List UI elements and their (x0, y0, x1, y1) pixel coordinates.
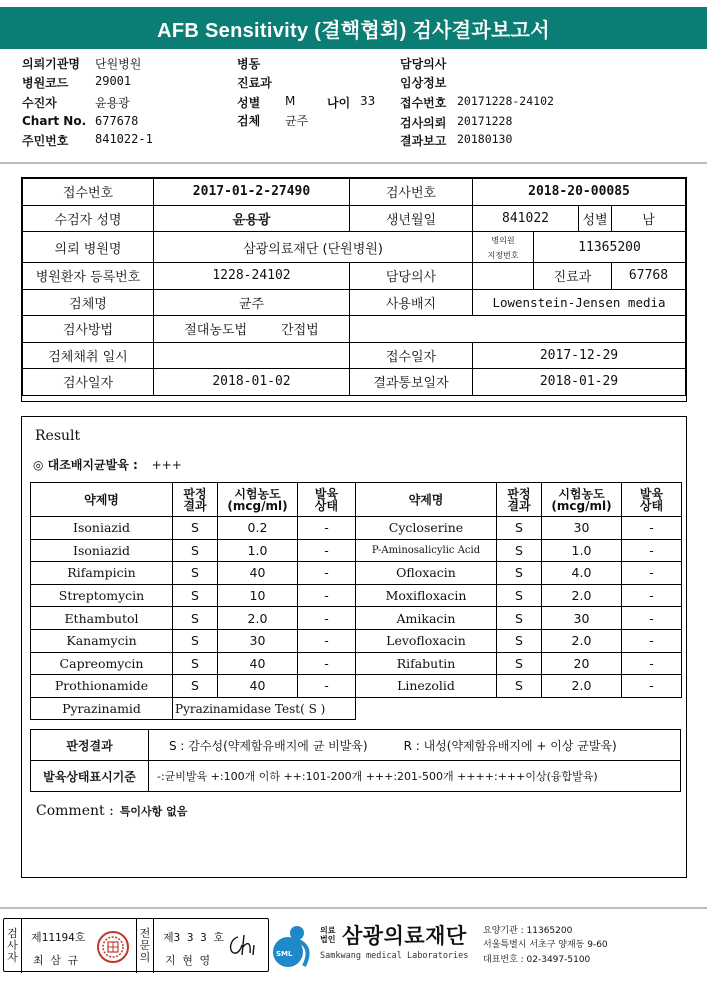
info-label: 생년월일 (350, 205, 473, 232)
drug-table (30, 482, 682, 720)
organization-block (270, 915, 707, 975)
table-cell: S (173, 652, 218, 675)
medium-value: Lowenstein-Jensen media (473, 289, 686, 316)
header-value: 균주 (285, 114, 309, 128)
table-cell: - (622, 539, 682, 562)
hosp-no-label-1: 병의원 (491, 236, 515, 245)
header-label: 병동 (237, 57, 261, 71)
info-label: 검체명 (23, 289, 154, 316)
table-cell: S (173, 517, 218, 540)
info-label: 의뢰 병원명 (23, 232, 154, 263)
table-cell: S (173, 584, 218, 607)
info-label (473, 232, 534, 263)
info-label: 검사번호 (350, 179, 473, 206)
header-label: 임상정보 (400, 76, 447, 90)
receipt-date: 2017-12-29 (473, 342, 686, 369)
table-cell: S (497, 584, 542, 607)
col-judge (173, 483, 218, 517)
table-cell: Levofloxacin (356, 629, 497, 652)
table-cell: S (497, 607, 542, 630)
text-label: 결과 (183, 498, 207, 513)
table-row (31, 539, 682, 562)
text-label: 발육 (314, 486, 339, 501)
method-absolute: 절대농도법 (184, 323, 248, 339)
info-label: 접수일자 (350, 342, 473, 369)
method-indirect: 간접법 (281, 323, 319, 339)
comment-text: 특이사항 없음 (119, 805, 188, 818)
table-row (31, 761, 681, 792)
table-cell: 1.0 (542, 539, 622, 562)
org-code: 요양기관 : 11365200 (483, 926, 573, 936)
table-cell: - (298, 584, 356, 607)
table-cell: S (497, 539, 542, 562)
report-title: AFB Sensitivity (결핵협회) 검사결과보고서 (0, 7, 707, 49)
table-cell: - (298, 562, 356, 585)
text-label: R : 내성(약제함유배지에 + 이상 균발육) (403, 738, 617, 753)
info-label: 병원환자 등록번호 (23, 263, 154, 290)
sml-logo-icon (270, 920, 320, 972)
pza-result: Pyrazinamidase Test( S ) (173, 697, 356, 720)
test-date: 2018-01-02 (154, 369, 350, 396)
header-value: 841022-1 (95, 132, 153, 146)
logo-text: SML (276, 950, 293, 958)
table-cell: 0.2 (218, 517, 298, 540)
table-cell: 40 (218, 675, 298, 698)
tester-license: 제11194호 (31, 931, 86, 944)
table-cell: Linezolid (356, 675, 497, 698)
table-cell: 4.0 (542, 562, 622, 585)
table-row (31, 652, 682, 675)
info-label: 검사방법 (23, 316, 154, 343)
header-value: 677678 (95, 114, 139, 128)
info-label: 검사일자 (23, 369, 154, 396)
receipt-number: 2017-01-2-27490 (154, 179, 350, 206)
table-cell: S (497, 675, 542, 698)
header-label: 나이 (327, 96, 351, 110)
header-label: 결과보고 (400, 134, 447, 148)
org-address: 서울특별시 서초구 양재동 9-60 (483, 940, 608, 950)
table-cell: 10 (218, 584, 298, 607)
info-label: 결과통보일자 (350, 369, 473, 396)
table-cell: - (298, 652, 356, 675)
info-label: 담당의사 (350, 263, 473, 290)
table-row (23, 232, 686, 263)
org-english-name: Samkwang medical Laboratories (320, 951, 469, 961)
table-cell: Kanamycin (31, 629, 173, 652)
header-value: 33 (360, 94, 376, 108)
table-cell: Cycloserine (356, 517, 497, 540)
footer-divider (0, 907, 707, 909)
tester-name: 최 삼 규 (33, 954, 79, 967)
control-growth-value: +++ (151, 458, 182, 472)
table-cell: Amikacin (356, 607, 497, 630)
table-row (23, 342, 686, 369)
table-cell: S (173, 607, 218, 630)
patient-sex: 남 (612, 205, 686, 232)
text-label: (mcg/ml) (227, 498, 288, 513)
table-cell: S (173, 562, 218, 585)
info-table (22, 178, 686, 396)
table-cell: - (298, 517, 356, 540)
header-value: 20171228 (457, 114, 513, 128)
org-prefix (320, 926, 335, 944)
table-cell: 30 (218, 629, 298, 652)
header-label: Chart No. (22, 114, 87, 128)
table-cell: 30 (542, 517, 622, 540)
table-cell: S (497, 562, 542, 585)
col-growth (622, 483, 682, 517)
text-label: 상태 (314, 498, 339, 513)
department-value: 67768 (612, 263, 686, 290)
header-label: 성별 (237, 96, 261, 110)
info-label: 진료과 (534, 263, 612, 290)
table-cell: 30 (542, 607, 622, 630)
empty-cell (356, 697, 682, 720)
table-row (23, 316, 686, 343)
text-label: 의 (139, 951, 151, 964)
table-cell: 40 (218, 652, 298, 675)
text-label: (mcg/ml) (551, 498, 612, 513)
header-label: 검사의뢰 (400, 116, 447, 130)
table-cell: S (497, 652, 542, 675)
table-cell: Isoniazid (31, 517, 173, 540)
header-value: 윤용광 (95, 96, 130, 110)
info-label: 사용배지 (350, 289, 473, 316)
empty-cell (350, 316, 686, 343)
col-judge (497, 483, 542, 517)
text-label: 법인 (320, 935, 336, 944)
table-row (31, 584, 682, 607)
text-label: 시험농도 (558, 486, 605, 501)
header-value: 29001 (95, 74, 132, 88)
table-cell: - (298, 607, 356, 630)
table-header-row (31, 483, 682, 517)
table-cell: S (173, 539, 218, 562)
table-cell: Streptomycin (31, 584, 173, 607)
legend-label: 판정결과 (31, 730, 149, 761)
text-label: 상태 (639, 498, 664, 513)
text-label: 검 (7, 927, 18, 940)
text-label: 판정 (507, 486, 531, 501)
hospital-number: 11365200 (534, 232, 686, 263)
header-label: 담당의사 (400, 57, 447, 71)
table-cell: S (173, 629, 218, 652)
table-cell: - (622, 675, 682, 698)
table-cell: - (622, 584, 682, 607)
col-growth (298, 483, 356, 517)
comment-label: Comment : (36, 803, 114, 819)
header-label: 수진자 (22, 96, 57, 110)
table-cell: 1.0 (218, 539, 298, 562)
birth-date: 841022 (473, 205, 579, 232)
table-row (23, 205, 686, 232)
result-title: Result (35, 428, 81, 444)
info-label: 성별 (579, 205, 612, 232)
legend-label: 발육상태표시기준 (31, 761, 149, 792)
header-value: 20180130 (457, 132, 513, 146)
table-cell: - (622, 607, 682, 630)
text-label: 판정 (183, 486, 207, 501)
registration-number: 1228-24102 (154, 263, 350, 290)
header-label: 진료과 (237, 76, 272, 90)
result-date: 2018-01-29 (473, 369, 686, 396)
signature-box (3, 918, 269, 972)
table-row (23, 369, 686, 396)
table-cell: - (298, 629, 356, 652)
table-row (31, 629, 682, 652)
info-label: 검체채취 일시 (23, 342, 154, 369)
text-label: 발육 (639, 486, 664, 501)
table-cell: Rifampicin (31, 562, 173, 585)
table-cell: Ofloxacin (356, 562, 497, 585)
table-cell: Rifabutin (356, 652, 497, 675)
col-conc (218, 483, 298, 517)
text-label: 결과 (507, 498, 531, 513)
table-cell: S (497, 517, 542, 540)
table-cell: Capreomycin (31, 652, 173, 675)
col-conc (542, 483, 622, 517)
hospital-name: 삼광의료재단 (단원병원) (154, 232, 473, 263)
doctor-value (473, 263, 534, 290)
legend-judge (149, 730, 681, 761)
seal-icon (96, 930, 130, 964)
info-label: 접수번호 (23, 179, 154, 206)
specialist-vertical-label (136, 919, 154, 973)
control-growth (33, 456, 182, 473)
info-label: 수검자 성명 (23, 205, 154, 232)
report-header (0, 52, 707, 162)
pza-drug: Pyrazinamid (31, 697, 173, 720)
header-value: 단원병원 (95, 57, 142, 71)
text-label: 시험농도 (234, 486, 281, 501)
org-name: 삼광의료재단 (342, 924, 467, 948)
table-row (23, 289, 686, 316)
text-label: S : 감수성(약제함유배지에 균 비발육) (169, 738, 368, 753)
header-value: 20171228-24102 (457, 94, 554, 108)
signature-icon (224, 931, 264, 961)
table-cell: Ethambutol (31, 607, 173, 630)
table-cell: - (622, 652, 682, 675)
table-cell: 2.0 (542, 629, 622, 652)
table-row (31, 697, 682, 720)
legend-growth: -:균비발육 +:100개 이하 ++:101-200개 +++:201-500개 ++++:+++이상(융합발육) (149, 761, 681, 792)
text-label: 의료 (320, 926, 336, 935)
patient-name: 윤용광 (154, 205, 350, 232)
table-cell: S (497, 629, 542, 652)
table-cell: 2.0 (542, 675, 622, 698)
text-label: 자 (7, 951, 18, 964)
comment (36, 803, 187, 819)
table-cell: - (622, 629, 682, 652)
table-row (31, 517, 682, 540)
method-value (154, 316, 350, 343)
table-row (31, 675, 682, 698)
table-cell: - (622, 517, 682, 540)
table-cell: 20 (542, 652, 622, 675)
text-label: 문 (139, 939, 151, 952)
text-label: 전 (139, 927, 151, 940)
table-cell: 40 (218, 562, 298, 585)
header-label: 주민번호 (22, 134, 69, 148)
control-growth-label: ◎ 대조배지균발육 : (33, 458, 138, 472)
header-label: 의뢰기관명 (22, 57, 80, 71)
specimen-value: 균주 (154, 289, 350, 316)
table-cell: - (298, 675, 356, 698)
table-cell: - (298, 539, 356, 562)
specialist-license: 제3 3 3 호 (163, 931, 224, 944)
legend-table (30, 729, 681, 792)
table-row (31, 607, 682, 630)
table-row (23, 179, 686, 206)
info-section (21, 177, 687, 402)
table-row (31, 562, 682, 585)
test-number: 2018-20-00085 (473, 179, 686, 206)
table-cell: Isoniazid (31, 539, 173, 562)
specialist-name: 지 현 영 (165, 954, 211, 967)
header-label: 검체 (237, 114, 261, 128)
header-label: 병원코드 (22, 76, 69, 90)
col-drug: 약제명 (356, 483, 497, 517)
table-cell: P-Aminosalicylic Acid (356, 539, 497, 562)
table-cell: S (173, 675, 218, 698)
tester-vertical-label (4, 919, 22, 973)
table-cell: Prothionamide (31, 675, 173, 698)
header-value: M (285, 94, 296, 108)
table-cell: 2.0 (542, 584, 622, 607)
table-cell: - (622, 562, 682, 585)
table-row (23, 263, 686, 290)
table-row (31, 730, 681, 761)
org-phone: 대표번호 : 02-3497-5100 (483, 955, 591, 965)
table-cell: 2.0 (218, 607, 298, 630)
hosp-no-label-2: 지정번호 (487, 251, 519, 260)
text-label: 사 (7, 939, 18, 952)
header-divider (0, 162, 707, 164)
col-drug: 약제명 (31, 483, 173, 517)
table-cell: Moxifloxacin (356, 584, 497, 607)
collect-value (154, 342, 350, 369)
header-label: 접수번호 (400, 96, 447, 110)
